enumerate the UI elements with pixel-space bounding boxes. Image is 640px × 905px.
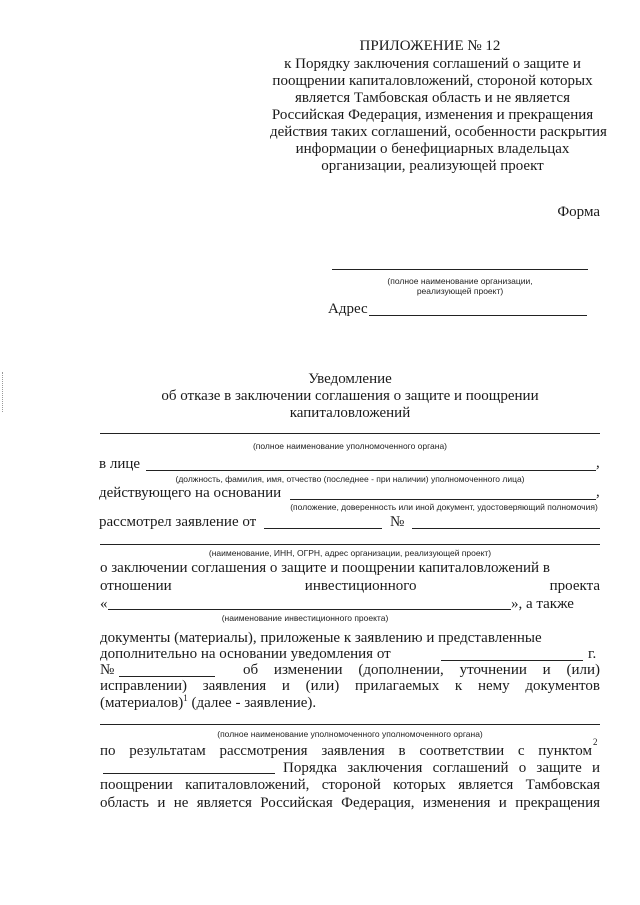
text: (материалов) [100,695,184,711]
basis-document-line[interactable] [290,499,596,500]
footnote-ref[interactable]: 1 [183,693,188,703]
paragraph-line: документы (материалы), приложеные к заявлению и представленные [100,630,542,646]
footnote-ref[interactable]: 2 [593,737,598,747]
appendix-line: Российская Федерация, изменения и прекращения [271,107,594,123]
quote-close: », а также [511,596,574,612]
project-name-line[interactable] [108,609,511,610]
paragraph-line [100,578,600,595]
year-suffix: г. [588,646,597,662]
paragraph-line: поощрении капиталовложений, стороной которых является Тамбовская [100,777,600,793]
basis-caption: (положение, доверенность или иной документ, удостоверяющий полномочия) [290,502,598,512]
paragraph-line: дополнительно на основании уведомления от [100,646,391,662]
caption-line: реализующей проект) [416,286,504,296]
application-date-line[interactable] [264,528,382,529]
authority-name-line-2[interactable] [100,724,600,725]
appendix-line: поощрении капиталовложений, стороной которых [272,73,593,89]
number-sign: № [100,662,115,678]
form-label: Форма [557,204,600,220]
appendix-line: к Порядку заключения соглашений о защите и [284,56,581,72]
paragraph-line: о заключении соглашения о защите и поощрении капиталовложений в [100,560,550,576]
paragraph-line: об изменении (дополнении, уточнении и (или) [243,662,600,678]
comma: , [596,455,600,471]
document-title [100,371,600,422]
appendix-reference [270,56,607,175]
appendix-line: информации о бенефициарных владельцах [295,141,570,157]
clause-number-line[interactable] [103,773,275,774]
paragraph-line: исправлении) заявления и (или) прилагаемых к нему документов [100,678,600,694]
word: инвестиционного [304,578,417,594]
paragraph-line [100,695,316,712]
word: отношении [100,578,172,594]
organization-caption [340,276,580,296]
quote-open: « [100,596,108,612]
notice-date-line[interactable] [441,660,583,661]
title-line: капиталовложений [289,405,411,421]
project-caption: (наименование инвестиционного проекта) [221,613,389,623]
appendix-title: ПРИЛОЖЕНИЕ № 12 [359,38,501,54]
comma: , [596,484,600,500]
word: проекта [549,578,600,594]
caption-line: (полное наименование организации, [387,276,533,286]
authority-caption-2: (полное наименование уполномоченного уполномоченного органа) [217,729,483,739]
number-sign: № [390,514,405,530]
in-person-label: в лице [99,456,141,472]
applicant-line[interactable] [100,544,600,545]
application-number-line[interactable] [412,528,600,529]
applicant-caption: (наименование, ИНН, ОГРН, адрес организации, реализующей проект) [208,548,492,558]
person-line[interactable] [146,470,596,471]
appendix-line: действия таких соглашений, особенности раскрытия [270,124,607,140]
appendix-line: является Тамбовская область и не является [294,90,570,106]
person-caption: (должность, фамилия, имя, отчество (последнее - при наличии) уполномоченного лица) [175,474,525,484]
acting-label: действующего на основании [99,485,282,501]
paragraph-line: Порядка заключения соглашений о защите и [283,760,600,776]
paragraph-line: по результатам рассмотрения заявления в соответствии с пунктом [100,743,592,759]
address-label: Адрес [328,301,368,317]
reviewed-label: рассмотрел заявление от [99,514,257,530]
paragraph-line: область и не является Российская Федерация, изменения и прекращения [100,795,600,811]
scan-margin-mark [2,372,6,412]
authority-caption: (полное наименование уполномоченного органа) [252,441,448,451]
address-line[interactable] [369,315,587,316]
appendix-line: организации, реализующей проект [321,158,544,174]
title-line: Уведомление [308,371,392,387]
title-line: об отказе в заключении соглашения о защите и поощрении [161,388,539,404]
text: (далее - заявление). [187,695,317,711]
notice-number-line[interactable] [119,676,215,677]
organization-name-line[interactable] [332,269,588,270]
authority-name-line[interactable] [100,433,600,434]
